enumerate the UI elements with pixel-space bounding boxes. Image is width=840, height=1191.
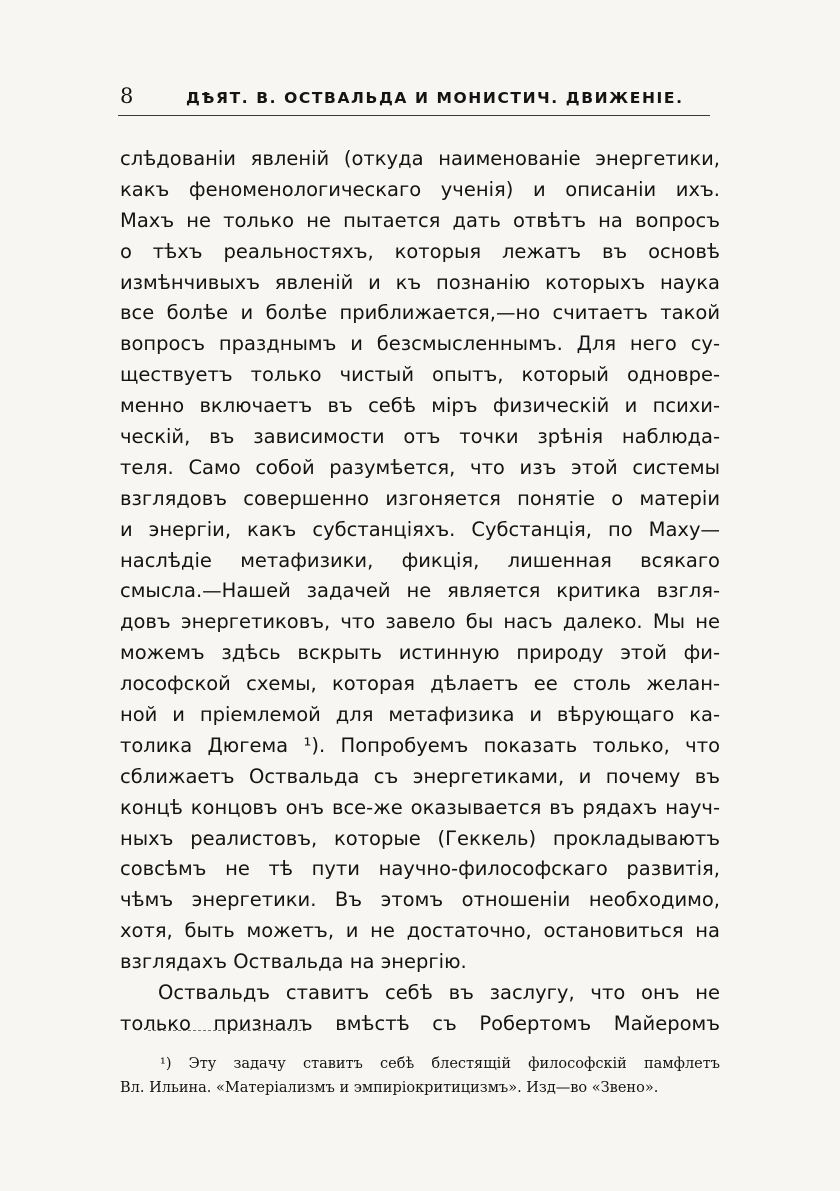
header-rule [118, 115, 710, 116]
footnote-line: Вл. Ильина. «Матерiализмъ и эмпирiокритицизмъ». Изд—во «Звено». [120, 1080, 659, 1096]
text-line: ныхъ реалистовъ, которые (Геккель) прокладываютъ [120, 826, 720, 850]
text-line: сближаетъ Оствальда съ энергетиками, и почему въ [120, 764, 720, 788]
text-line: измѣнчивыхъ явленiй и къ познанiю которыхъ наука [120, 270, 720, 294]
page-number: 8 [120, 84, 134, 108]
running-title: ДѢЯТ. В. ОСТВАЛЬДА И МОНИСТИЧ. ДВИЖЕНІЕ. [186, 89, 684, 107]
paragraph-1 [120, 144, 720, 978]
text-line: о тѣхъ реальностяхъ, которыя лежатъ въ основѣ [120, 239, 720, 263]
text-line: совсѣмъ не тѣ пути научно-философскаго развитiя, [120, 857, 720, 881]
text-line: слѣдованiи явленiй (откуда наименованiе энергетики, [120, 147, 720, 170]
text-line: наслѣдiе метафизики, фикцiя, лишенная всякаго [120, 548, 720, 572]
text-line: Махъ не только не пытается дать отвѣтъ на вопросъ [120, 208, 720, 232]
footnote-line: ¹) Эту задачу ставитъ себѣ блестящiй философскiй памфлетъ [160, 1056, 720, 1072]
text-line: только призналъ вмѣстѣ съ Робертомъ Майеромъ [120, 1011, 720, 1035]
text-line: ческiй, въ зависимости отъ точки зрѣнiя наблюда- [120, 425, 720, 449]
footnote [120, 1052, 720, 1100]
text-line: ной и прiемлемой для метафизика и вѣрующаго ка- [120, 703, 720, 727]
text-line: Оствальдъ ставитъ себѣ въ заслугу, что онъ не [158, 981, 720, 1005]
text-line: толика Дюгема ¹). Попробуемъ показать только, что [120, 733, 720, 757]
main-text [120, 144, 720, 1040]
text-line: какъ феноменологическаго ученiя) и описанiи ихъ. [120, 177, 720, 201]
text-line: теля. Само собой разумѣется, что изъ этой системы [120, 455, 720, 479]
text-line: менно включаетъ въ себѣ мiръ физическiй и психи- [120, 394, 720, 418]
text-line: хотя, быть можетъ, и не достаточно, остановиться на [120, 919, 720, 943]
text-line: все болѣе и болѣе приближается,—но считаетъ такой [120, 301, 720, 325]
footnote-separator [148, 1030, 306, 1031]
text-line: вопросъ празднымъ и безсмысленнымъ. Для него су- [120, 332, 720, 356]
text-line: можемъ здѣсь вскрыть истинную природу этой фи- [120, 641, 720, 665]
text-line: лософской схемы, которая дѣлаетъ ее столь желан- [120, 672, 720, 696]
text-line: чѣмъ энергетики. Въ этомъ отношенiи необходимо, [120, 888, 720, 912]
text-line: ществуетъ только чистый опытъ, который одновре- [120, 363, 720, 387]
text-line: довъ энергетиковъ, что завело бы насъ далеко. Мы не [120, 610, 720, 634]
text-line: смысла.—Нашей задачей не является критика взгля- [120, 579, 720, 603]
text-line: взглядахъ Оствальда на энергiю. [120, 950, 467, 974]
text-line: концѣ концовъ онъ все-же оказывается въ рядахъ науч- [120, 795, 720, 819]
page-header [118, 82, 710, 122]
text-line: и энергiи, какъ субстанцiяхъ. Субстанцiя, по Маху— [120, 517, 720, 541]
text-line: взглядовъ совершенно изгоняется понятiе о матерiи [120, 486, 720, 510]
